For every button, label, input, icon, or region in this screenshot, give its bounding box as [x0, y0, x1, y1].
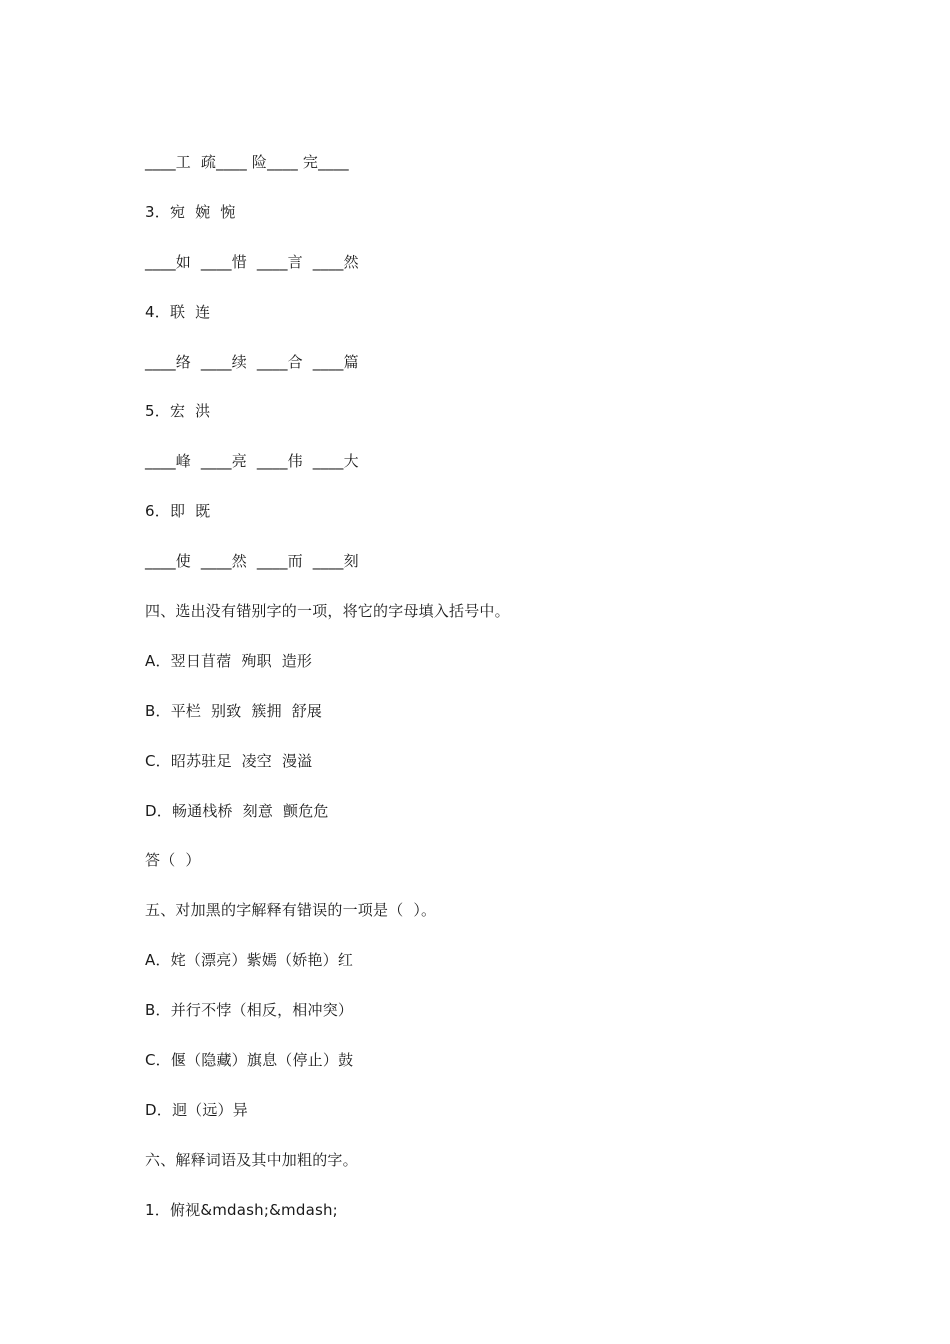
fill-blank-line-4: ____络 ____续 ____合 ____篇	[145, 352, 359, 371]
question-6-heading: 6．即 既	[145, 502, 211, 521]
section-4-option-d: D．畅通栈桥 刻意 颤危危	[145, 801, 329, 820]
section-5-option-a: A．姹（漂亮）紫嫣（娇艳）红	[145, 951, 354, 970]
section-5-option-c: C．偃（隐藏）旗息（停止）鼓	[145, 1051, 354, 1070]
section-4-option-b: B．平栏 别致 簇拥 舒展	[145, 701, 323, 720]
section-6-item-1: 1．俯视&mdash;&mdash;	[145, 1200, 338, 1219]
section-4-answer: 答（ ）	[145, 851, 201, 870]
section-4-option-c: C．昭苏驻足 凌空 漫溢	[145, 751, 313, 770]
section-6-title: 六、解释词语及其中加粗的字。	[145, 1150, 358, 1169]
section-5-option-d: D．迥（远）异	[145, 1100, 248, 1119]
section-5-option-b: B．并行不悖（相反，相冲突）	[145, 1001, 354, 1020]
section-5-title: 五、对加黑的字解释有错误的一项是（ ）。	[145, 901, 437, 920]
question-3-heading: 3．宛 婉 惋	[145, 202, 236, 221]
section-4-option-a: A．翌日苜蓿 殉职 造形	[145, 651, 313, 670]
fill-blank-line-6: ____使 ____然 ____而 ____刻	[145, 552, 359, 571]
document-body	[145, 150, 825, 1248]
fill-blank-line-5: ____峰 ____亮 ____伟 ____大	[145, 452, 359, 471]
section-4-title: 四、选出没有错别字的一项，将它的字母填入括号中。	[145, 602, 510, 621]
fill-blank-line-3: ____如 ____惜 ____言 ____然	[145, 252, 359, 271]
question-4-heading: 4．联 连	[145, 302, 211, 321]
question-5-heading: 5．宏 洪	[145, 402, 211, 421]
fill-blank-line-2: ____工 疏____ 险____ 完____	[145, 153, 349, 171]
